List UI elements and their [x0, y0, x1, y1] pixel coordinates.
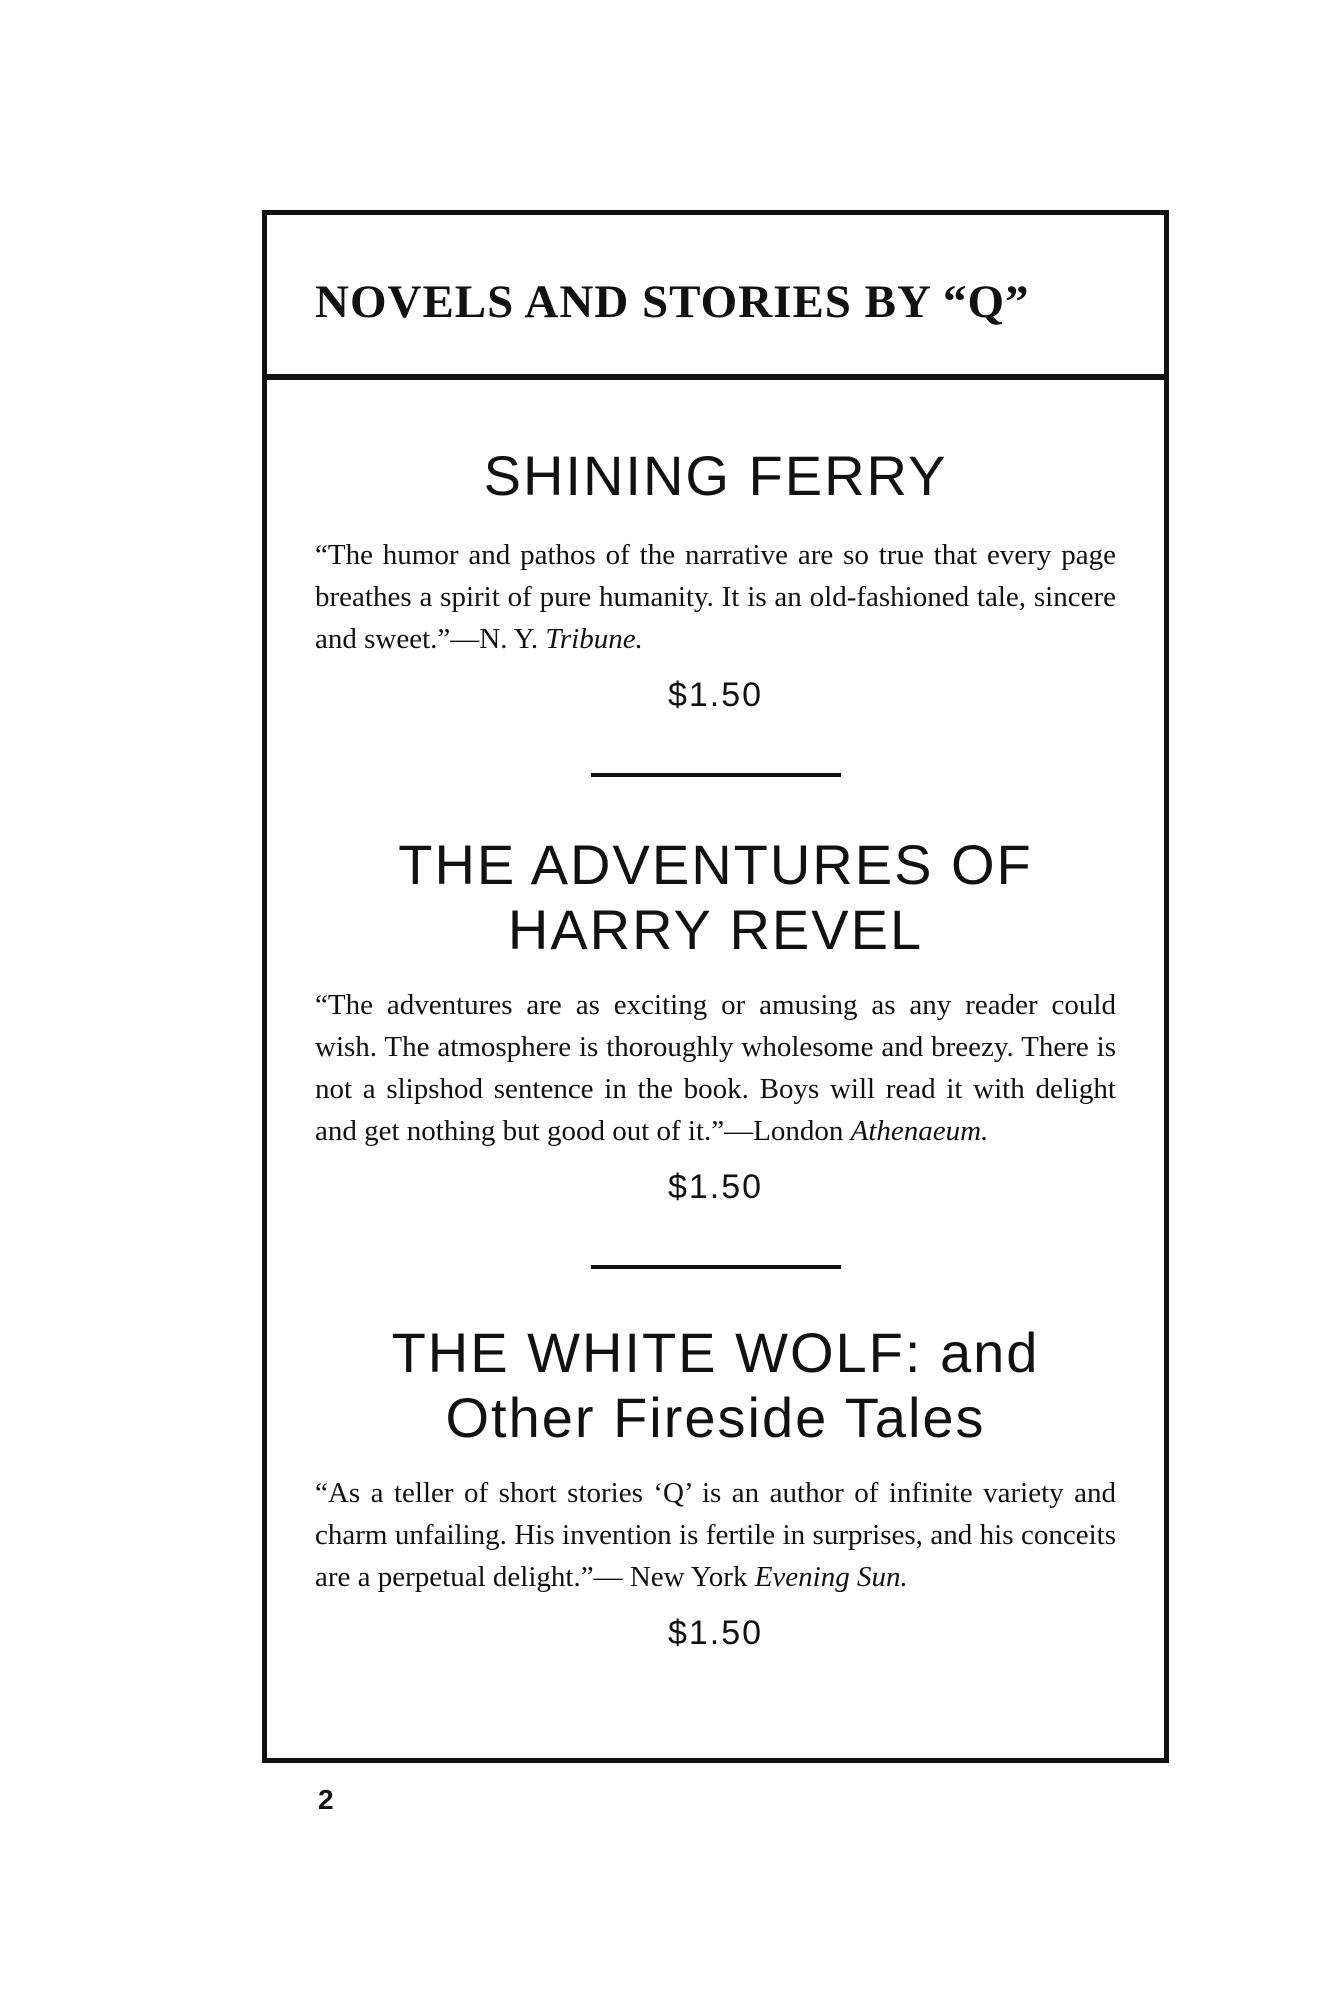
- header-band: [267, 215, 1164, 380]
- book-title-line: THE WHITE WOLF: and: [391, 1321, 1040, 1385]
- section-divider: [591, 773, 841, 777]
- book-list: [267, 444, 1164, 1653]
- book-review-quote: [315, 1472, 1116, 1598]
- book-title-line: HARRY REVEL: [507, 897, 924, 961]
- page-number: 2: [318, 1784, 334, 1815]
- review-source: Tribune.: [545, 623, 643, 656]
- review-source: Athenaeum.: [850, 1115, 989, 1148]
- section-divider: [591, 1265, 841, 1269]
- book-title-line: SHINING FERRY: [483, 444, 948, 507]
- book-review-quote: [315, 984, 1116, 1152]
- book-title: [315, 444, 1116, 508]
- book-price: $1.50: [667, 676, 764, 715]
- review-text: “The adventures are as exciting or amusing as any reader could wish. The atmosphere is thoroughly wholesome and breezy. There is not a slipshod sentence in the book. Boys will read it with delight and get nothing but good out of it.”—London: [315, 989, 1116, 1148]
- book-entry-harry-revel: [315, 833, 1116, 1207]
- book-title-line: THE ADVENTURES OF: [398, 833, 1033, 897]
- review-text: “As a teller of short stories ‘Q’ is an author of infinite variety and charm unfailing. His invention is fertile in surprises, and his conceits are a perpetual delight.”— New York: [315, 1476, 1116, 1593]
- book-title-line: Other Fireside Tales: [445, 1385, 986, 1449]
- book-price: $1.50: [667, 1168, 764, 1207]
- book-entry-shining-ferry: [315, 444, 1116, 715]
- book-review-quote: [315, 534, 1116, 660]
- book-title: [315, 1321, 1116, 1450]
- book-price: $1.50: [667, 1613, 764, 1652]
- advertisement-frame: [262, 210, 1169, 1763]
- book-title: [315, 833, 1116, 962]
- review-text: “The humor and pathos of the narrative are so true that every page breathes a spirit of pure humanity. It is an old-fashioned tale, sincere and sweet.”—N. Y.: [315, 539, 1116, 656]
- review-source: Evening Sun.: [754, 1560, 908, 1593]
- page-title: NOVELS AND STORIES BY “Q”: [315, 275, 1030, 328]
- book-entry-white-wolf: [315, 1321, 1116, 1653]
